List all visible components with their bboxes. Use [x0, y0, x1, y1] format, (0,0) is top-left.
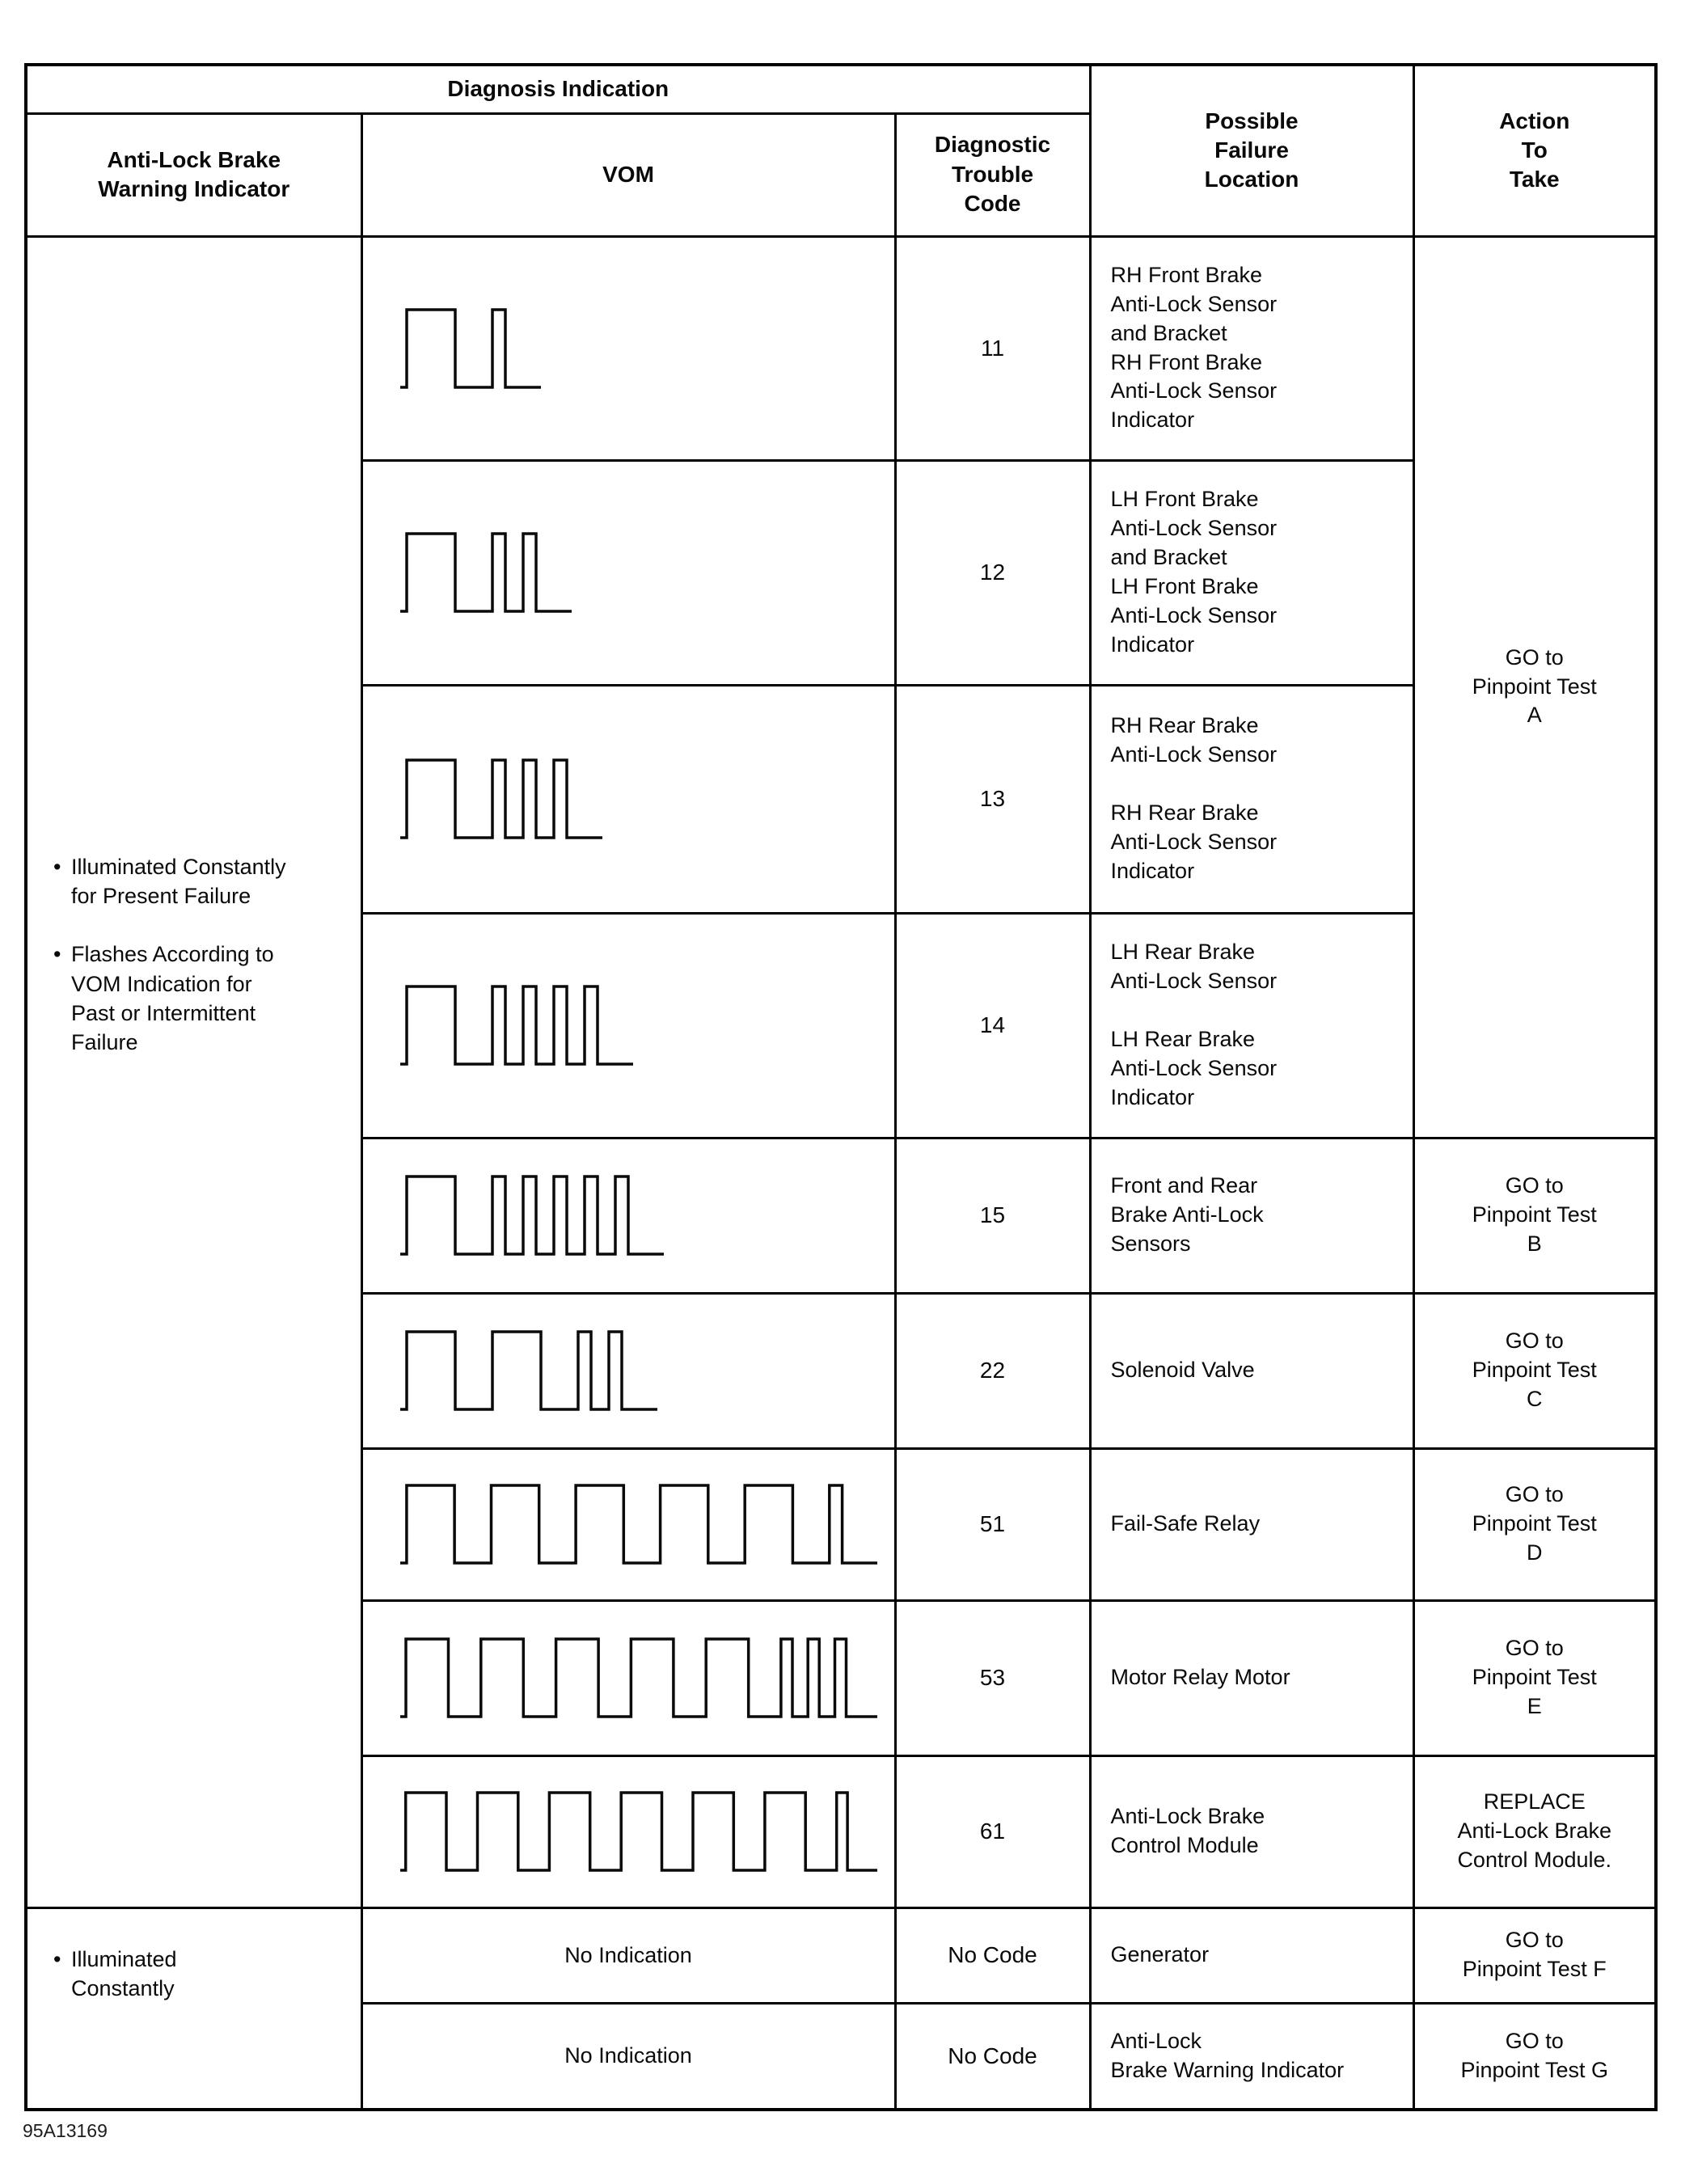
failure-location-11: RH Front Brake Anti-Lock Sensor and Bracket RH Front Brake Anti-Lock Sensor Indicator [1090, 236, 1413, 460]
vom-header: VOM [361, 113, 895, 236]
action-replace-module: REPLACE Anti-Lock Brake Control Module. [1413, 1755, 1656, 1907]
waveform-code-11 [400, 305, 894, 392]
failure-location-53: Motor Relay Motor [1090, 1600, 1413, 1755]
warning-indicator-group-2 [26, 1907, 361, 2110]
failure-location-13: RH Rear Brake Anti-Lock Sensor RH Rear Brake Anti-Lock Sensor Indicator [1090, 685, 1413, 913]
failure-location-14: LH Rear Brake Anti-Lock Sensor LH Rear Brake Anti-Lock Sensor Indicator [1090, 913, 1413, 1138]
failure-generator: Generator [1090, 1907, 1413, 2003]
waveform-graphic [400, 1172, 664, 1259]
waveform-graphic [400, 755, 602, 843]
waveform-graphic [400, 1788, 877, 1875]
waveform-graphic [400, 305, 541, 392]
vom-no-indication-1: No Indication [361, 1907, 895, 2003]
waveform-code-15 [400, 1172, 894, 1259]
dtc-code-61: 61 [895, 1755, 1090, 1907]
abs-diagnosis-table [24, 63, 1658, 2111]
vom-waveform-cell [361, 236, 895, 460]
vom-waveform-cell [361, 1755, 895, 1907]
table-row [26, 1907, 1656, 2003]
possible-failure-location-header: Possible Failure Location [1090, 65, 1413, 236]
waveform-code-53 [400, 1634, 894, 1721]
diagnosis-indication-header: Diagnosis Indication [26, 65, 1090, 113]
indicator-bullet-present-failure: • Illuminated Constantly for Present Failure [52, 852, 346, 910]
table-row-group-header [26, 65, 1656, 113]
waveform-code-51 [400, 1481, 894, 1568]
waveform-code-22 [400, 1327, 894, 1414]
waveform-graphic [400, 529, 572, 616]
vom-waveform-cell [361, 685, 895, 913]
waveform-code-14 [400, 982, 894, 1069]
dtc-no-code-2: No Code [895, 2003, 1090, 2110]
waveform-graphic [400, 1634, 877, 1721]
dtc-code-53: 53 [895, 1600, 1090, 1755]
action-to-take-header: Action To Take [1413, 65, 1656, 236]
vom-waveform-cell [361, 1600, 895, 1755]
vom-waveform-cell [361, 460, 895, 685]
failure-location-22: Solenoid Valve [1090, 1293, 1413, 1448]
dtc-code-22: 22 [895, 1293, 1090, 1448]
dtc-code-51: 51 [895, 1448, 1090, 1600]
action-pinpoint-d: GO to Pinpoint Test D [1413, 1448, 1656, 1600]
action-pinpoint-f: GO to Pinpoint Test F [1413, 1907, 1656, 2003]
dtc-no-code-1: No Code [895, 1907, 1090, 2003]
vom-waveform-cell [361, 1448, 895, 1600]
indicator-bullet-flashes-vom: • Flashes According to VOM Indication for Past or Intermittent Failure [52, 940, 346, 1057]
failure-location-12: LH Front Brake Anti-Lock Sensor and Bracket LH Front Brake Anti-Lock Sensor Indicator [1090, 460, 1413, 685]
warning-indicator-group-1 [26, 236, 361, 1907]
failure-location-61: Anti-Lock Brake Control Module [1090, 1755, 1413, 1907]
indicator-bullet-illuminated: • Illuminated Constantly [52, 1945, 346, 2003]
waveform-code-61 [400, 1788, 894, 1875]
vom-waveform-cell [361, 1293, 895, 1448]
action-pinpoint-a: GO to Pinpoint Test A [1413, 236, 1656, 1138]
vom-waveform-cell [361, 1138, 895, 1293]
waveform-graphic [400, 1327, 657, 1414]
action-pinpoint-c: GO to Pinpoint Test C [1413, 1293, 1656, 1448]
dtc-code-14: 14 [895, 913, 1090, 1138]
waveform-graphic [400, 1481, 877, 1568]
failure-warning-indicator: Anti-Lock Brake Warning Indicator [1090, 2003, 1413, 2110]
vom-no-indication-2: No Indication [361, 2003, 895, 2110]
dtc-code-13: 13 [895, 685, 1090, 913]
action-pinpoint-b: GO to Pinpoint Test B [1413, 1138, 1656, 1293]
waveform-code-13 [400, 755, 894, 843]
dtc-header: Diagnostic Trouble Code [895, 113, 1090, 236]
waveform-graphic [400, 982, 633, 1069]
figure-number: 95A13169 [23, 2120, 108, 2141]
failure-location-15: Front and Rear Brake Anti-Lock Sensors [1090, 1138, 1413, 1293]
waveform-code-12 [400, 529, 894, 616]
action-pinpoint-g: GO to Pinpoint Test G [1413, 2003, 1656, 2110]
dtc-code-12: 12 [895, 460, 1090, 685]
table-row [26, 236, 1656, 460]
vom-waveform-cell [361, 913, 895, 1138]
dtc-code-15: 15 [895, 1138, 1090, 1293]
failure-location-51: Fail-Safe Relay [1090, 1448, 1413, 1600]
dtc-code-11: 11 [895, 236, 1090, 460]
action-pinpoint-e: GO to Pinpoint Test E [1413, 1600, 1656, 1755]
warning-indicator-header: Anti-Lock Brake Warning Indicator [26, 113, 361, 236]
